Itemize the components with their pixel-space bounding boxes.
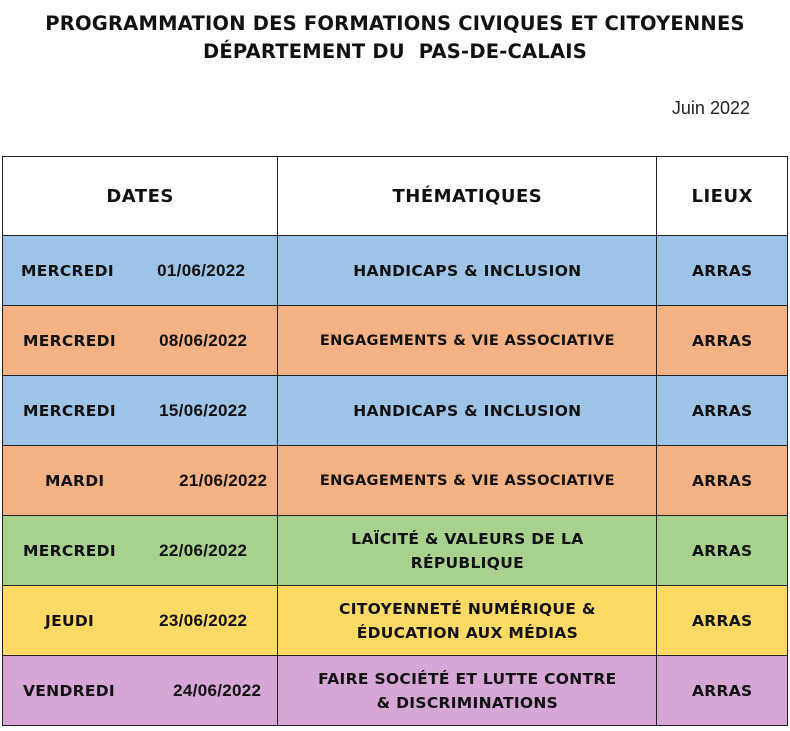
theme-line-2: & DISCRIMINATIONS	[376, 693, 559, 712]
date: 23/06/2022	[159, 610, 248, 630]
title-line-1: PROGRAMMATION DES FORMATIONS CIVIQUES ET CITOYENNES	[45, 12, 745, 35]
theme-cell	[278, 446, 657, 516]
header-themes: THÉMATIQUES	[278, 157, 657, 236]
theme-line-1: ENGAGEMENTS & VIE ASSOCIATIVE	[319, 471, 615, 489]
theme-cell	[278, 306, 657, 376]
header-places: LIEUX	[657, 157, 788, 236]
date-cell	[3, 236, 278, 306]
theme-cell	[278, 586, 657, 656]
date-cell	[3, 656, 278, 726]
table-row	[3, 446, 788, 516]
theme-line-1: CITOYENNETÉ NUMÉRIQUE &	[339, 599, 596, 618]
date-cell-content	[7, 679, 273, 703]
header-dates: DATES	[3, 157, 278, 236]
month-label: Juin 2022	[671, 98, 750, 118]
weekday: MERCREDI	[23, 401, 116, 420]
place-cell: ARRAS	[657, 586, 788, 656]
weekday: JEUDI	[45, 611, 95, 630]
theme-cell	[278, 516, 657, 586]
date-cell	[3, 446, 278, 516]
place-cell: ARRAS	[657, 446, 788, 516]
table-row	[3, 516, 788, 586]
date-cell	[3, 306, 278, 376]
date-cell-content	[7, 329, 273, 353]
date-cell	[3, 586, 278, 656]
theme-line-1: ENGAGEMENTS & VIE ASSOCIATIVE	[319, 331, 615, 349]
weekday: MERCREDI	[21, 261, 114, 280]
title-line-2: DÉPARTEMENT DU PAS-DE-CALAIS	[203, 40, 587, 63]
place-cell: ARRAS	[657, 376, 788, 446]
date: 22/06/2022	[159, 540, 248, 560]
table-row	[3, 376, 788, 446]
page-title	[0, 10, 790, 66]
theme-line-1: FAIRE SOCIÉTÉ ET LUTTE CONTRE	[318, 669, 617, 688]
date-cell	[3, 376, 278, 446]
theme-cell	[278, 376, 657, 446]
date-cell-content	[7, 609, 273, 633]
date: 21/06/2022	[179, 470, 268, 490]
theme-line-1: LAÏCITÉ & VALEURS DE LA	[351, 529, 584, 548]
weekday: MERCREDI	[23, 331, 116, 350]
date: 15/06/2022	[159, 400, 248, 420]
place-cell: ARRAS	[657, 306, 788, 376]
theme-line-1: HANDICAPS & INCLUSION	[353, 401, 582, 420]
place-cell: ARRAS	[657, 516, 788, 586]
table-row	[3, 236, 788, 306]
weekday: VENDREDI	[23, 681, 115, 700]
table-row	[3, 306, 788, 376]
weekday: MERCREDI	[23, 541, 116, 560]
date-cell-content	[7, 469, 273, 493]
training-schedule-table	[2, 156, 788, 726]
table-row	[3, 586, 788, 656]
place-cell: ARRAS	[657, 656, 788, 726]
date-cell	[3, 516, 278, 586]
date-cell-content	[7, 539, 273, 563]
theme-line-1: HANDICAPS & INCLUSION	[353, 261, 582, 280]
date-cell-content	[7, 259, 273, 283]
theme-cell	[278, 236, 657, 306]
weekday: MARDI	[45, 471, 105, 490]
theme-line-2: RÉPUBLIQUE	[410, 553, 524, 572]
date: 01/06/2022	[157, 260, 246, 280]
table-row	[3, 656, 788, 726]
date: 08/06/2022	[159, 330, 248, 350]
date-cell-content	[7, 399, 273, 423]
theme-line-2: ÉDUCATION AUX MÉDIAS	[356, 623, 579, 642]
place-cell: ARRAS	[657, 236, 788, 306]
theme-cell	[278, 656, 657, 726]
table-header-row	[3, 157, 788, 236]
date: 24/06/2022	[173, 680, 262, 700]
